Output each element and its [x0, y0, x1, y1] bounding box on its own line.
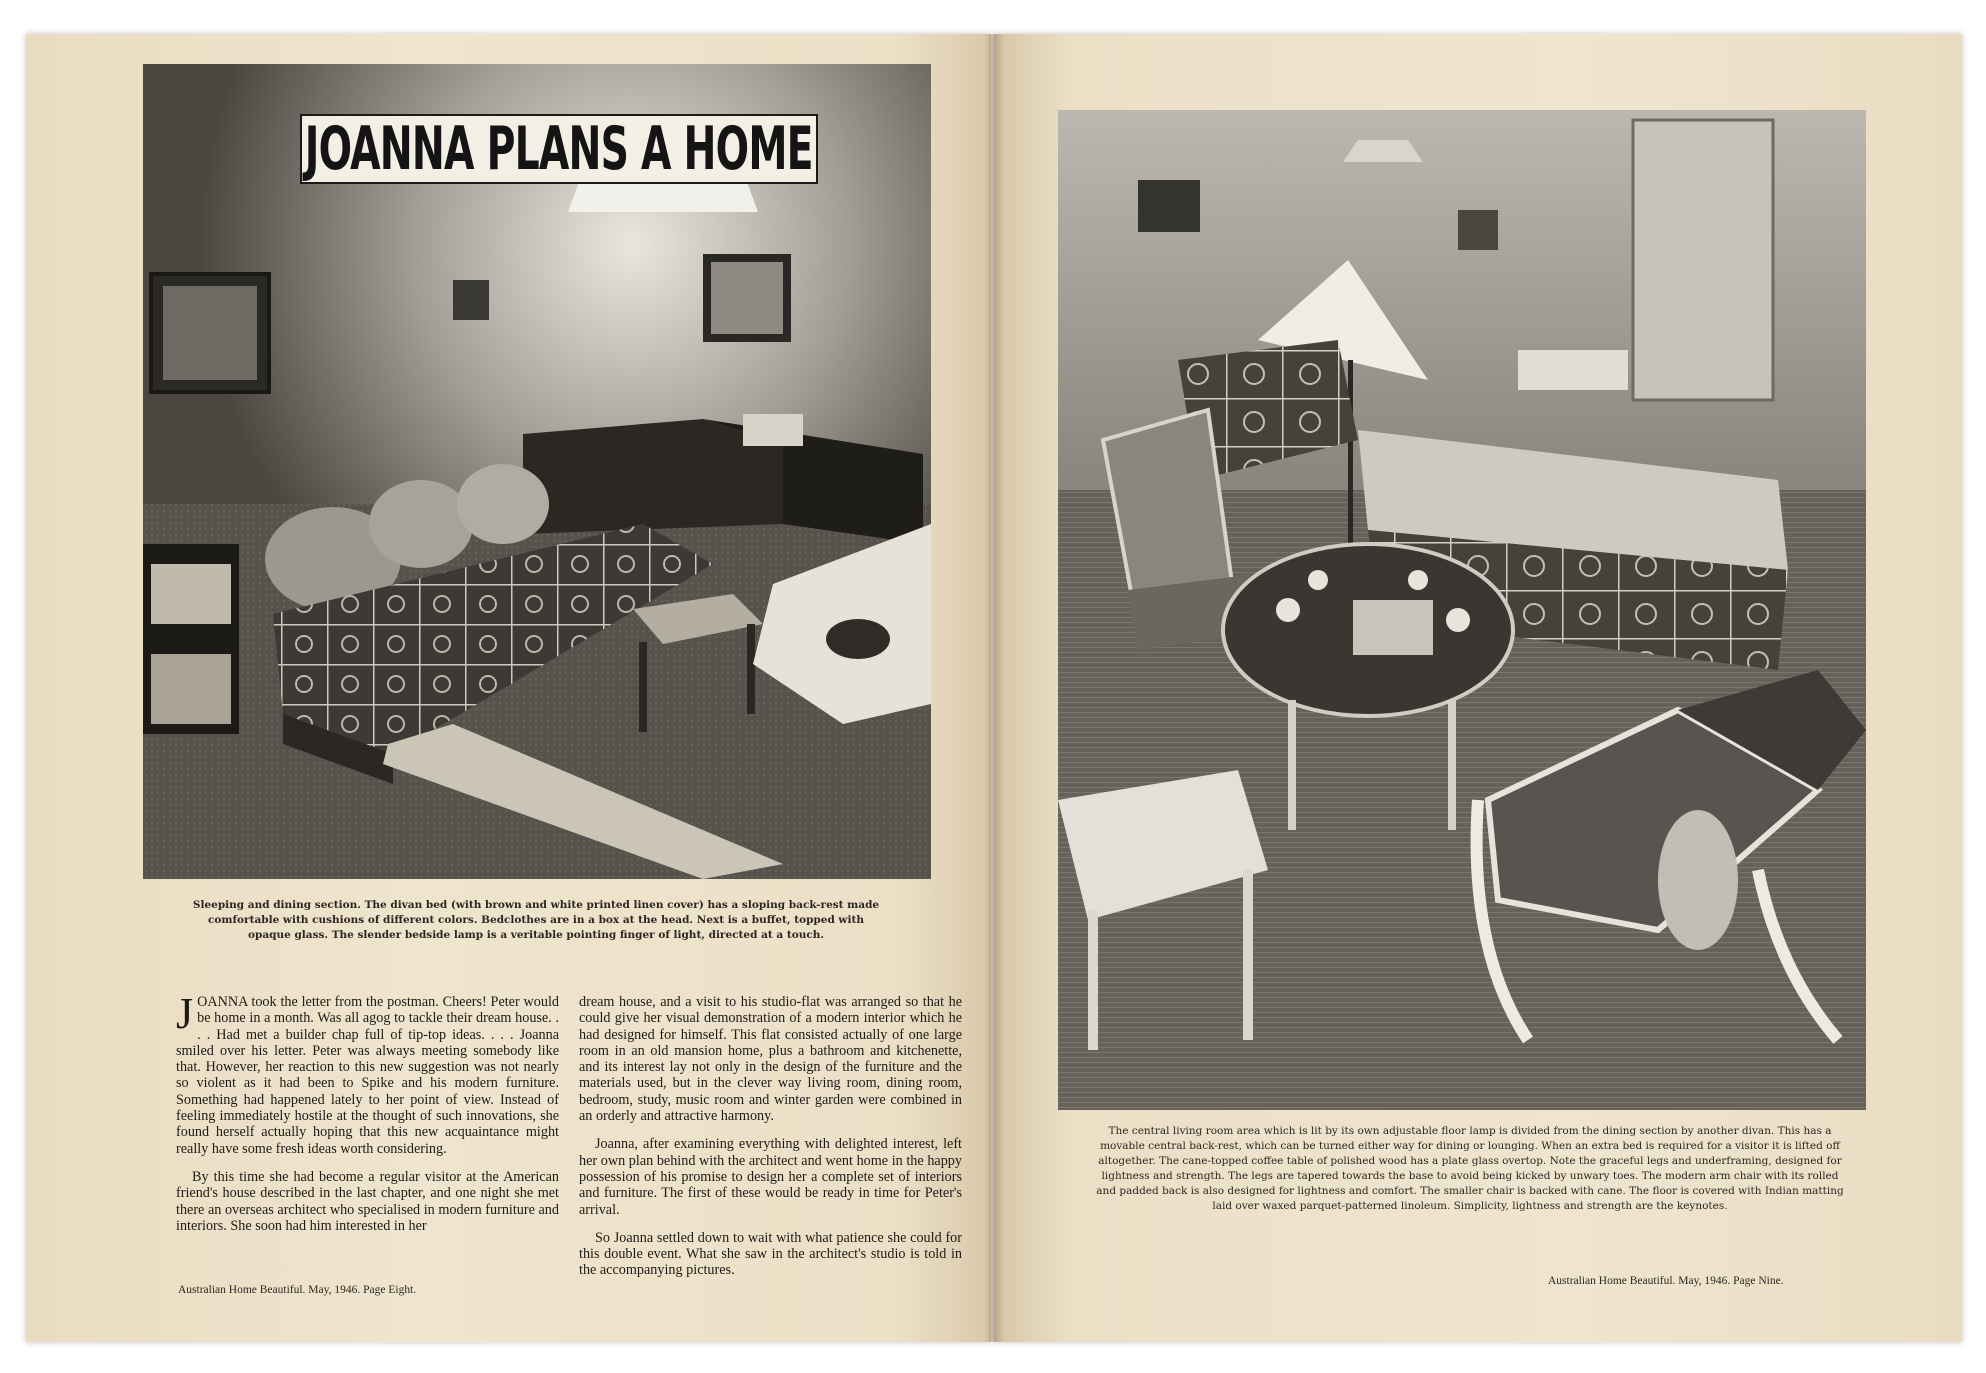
headline-banner — [300, 114, 818, 184]
magazine-spread — [26, 34, 1962, 1342]
article-paragraph — [176, 989, 559, 1157]
article-paragraph: By this time she had become a regular visitor at the American friend's house described in the last chapter, and one night she met there an overseas architect who specialised in modern furniture and interiors. She soon had him interested in her — [176, 1168, 559, 1234]
left-page-folio: Australian Home Beautiful. May, 1946. Page Eight. — [178, 1284, 417, 1296]
headline-text: JOANNA PLANS A HOME — [305, 114, 813, 184]
living-room-photo — [1058, 110, 1866, 1110]
bedroom-photo-illustration — [143, 64, 931, 879]
left-photo-caption: Sleeping and dining section. The divan bed (with brown and white printed linen cover) has a sloping back-rest made comfortable with cushions of different colors. Bedclothes are in a box at the head. Next is a buffet, topped with opaque glass. The slender bedside lamp is a veritable pointing finger of light, directed at a touch. — [192, 899, 880, 941]
page-gutter — [984, 34, 1004, 1342]
paragraph-text: OANNA took the letter from the postman. Cheers! Peter would be home in a month. Was all agog to tackle their dream house. . . . Had met a builder chap full of tip-top ideas. . . . Joanna smiled over his letter. Peter was always meeting somebody like that. However, her reaction to this new suggestion was not nearly so violent as it had been to Spike and his modern furniture. Something had happened lately to her point of view. Instead of feeling immediately hostile at the thought of such innovations, she found herself actually hoping that this new acquaintance might really have some fresh ideas worth considering. — [176, 994, 559, 1157]
right-photo-caption: The central living room area which is lit by its own adjustable floor lamp is divided from the dining section by another divan. This has a movable central back-rest, which can be turned either way for dining or lounging. When an extra bed is required for a visitor it is lifted off altogether. The cane-topped coffee table of polished wood has a plate glass overtop. Note the graceful legs and underframing, designed for lightness and strength. The legs are tapered towards the base to avoid being kicked by unwary toes. The modern arm chair with its rolled and padded back is also designed for lightness and comfort. The smaller chair is backed with cane. The floor is covered with Indian matting laid over waxed parquet-patterned linoleum. Simplicity, lightness and strength are the keynotes. — [1096, 1125, 1844, 1212]
living-room-photo-illustration — [1058, 110, 1866, 1110]
article-paragraph: Joanna, after examining everything with delighted interest, left her own plan behind with the architect and went home in the happy possession of his promise to design her a complete set of interiors and furniture. The first of these would be ready in time for Peter's arrival. — [579, 1136, 962, 1218]
article-paragraph: dream house, and a visit to his studio-flat was arranged so that he could give her visual demonstration of a modern interior which he had designed for himself. This flat consisted actually of one large room in an old mansion home, plus a bathroom and kitchenette, and its interest lay not only in the design of the furniture and the materials used, but in the clever way living room, dining room, bedroom, study, music room and winter garden were combined in an orderly and attractive harmony. — [579, 994, 962, 1125]
drop-cap: J — [176, 989, 194, 1038]
left-page — [26, 34, 991, 1342]
article-column-1 — [176, 989, 559, 1246]
article-column-2 — [579, 994, 962, 1291]
article-paragraph: So Joanna settled down to wait with what patience she could for this double event. What she saw in the architect's studio is told in the accompanying pictures. — [579, 1229, 962, 1279]
right-page-folio: Australian Home Beautiful. May, 1946. Page Nine. — [1548, 1275, 1784, 1287]
sleeping-dining-photo — [143, 64, 931, 879]
